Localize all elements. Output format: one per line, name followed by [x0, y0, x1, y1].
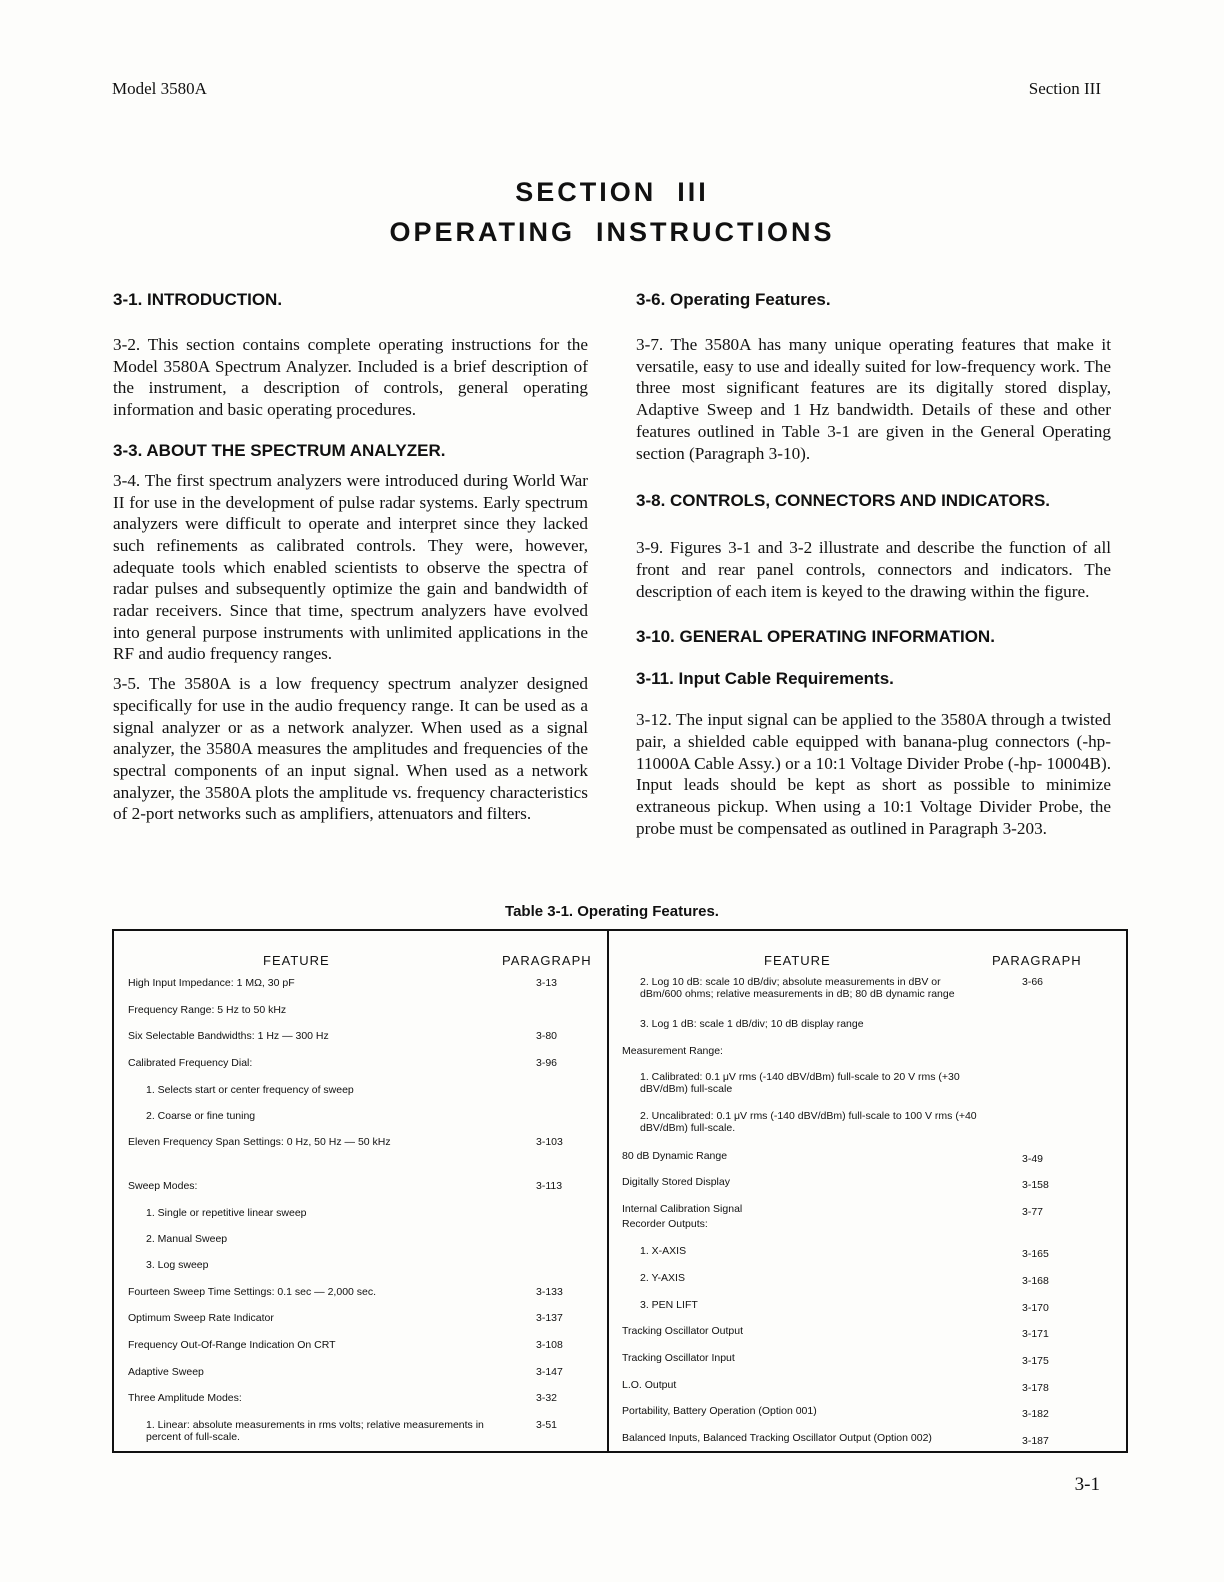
table-feature-cell: Internal Calibration Signal — [622, 1203, 743, 1215]
table-feature-cell: 2. Manual Sweep — [146, 1233, 228, 1245]
table-paragraph-cell: 3-175 — [1022, 1355, 1049, 1367]
table-feature-cell: Sweep Modes: — [128, 1180, 198, 1192]
table-paragraph-cell: 3-49 — [1022, 1153, 1044, 1165]
table-feature-cell: High Input Impedance: 1 MΩ, 30 pF — [128, 977, 295, 989]
left-column — [113, 290, 588, 825]
table-paragraph-cell: 3-182 — [1022, 1408, 1049, 1420]
table-divider — [607, 929, 609, 1453]
para-3-4: 3-4. The first spectrum analyzers were introduced during World War II for use in the development of pulse radar systems. Early spectrum analyzers were difficult to operate and interpret since they lacked such refinements as calibrated controls. They were, however, adequate tools which enabled scientists to observe the spectra of radar pulses and subsequently optimize the gain and bandwidth of radar receivers. Since that time, spectrum analyzers have evolved into general purpose instruments with unlimited applications in the RF and audio frequency ranges. — [113, 470, 588, 664]
page-number: 3-1 — [1074, 1474, 1100, 1495]
table-feature-cell: 1. Selects start or center frequency of sweep — [146, 1084, 354, 1096]
table-feature-cell: 2. Y-AXIS — [640, 1272, 685, 1284]
table-left-header-feature: FEATURE — [263, 953, 330, 968]
table-paragraph-cell: 3-80 — [536, 1030, 558, 1042]
table-feature-cell: 2. Log 10 dB: scale 10 dB/div; absolute measurements in dBV or dBm/600 ohms; relative measurements in dB; 80 dB dynamic range — [640, 976, 955, 1000]
right-column — [636, 290, 1111, 840]
table-paragraph-cell: 3-66 — [1022, 976, 1044, 988]
table-paragraph-cell: 3-13 — [536, 977, 558, 989]
table-paragraph-cell: 3-96 — [536, 1057, 558, 1069]
table-feature-cell: Digitally Stored Display — [622, 1176, 730, 1188]
table-paragraph-cell: 3-168 — [1022, 1275, 1049, 1287]
table-feature-cell: 1. X-AXIS — [640, 1245, 687, 1257]
table-feature-cell: 1. Single or repetitive linear sweep — [146, 1207, 307, 1219]
table-feature-cell: Three Amplitude Modes: — [128, 1392, 242, 1404]
table-feature-cell: Tracking Oscillator Input — [622, 1352, 735, 1364]
table-feature-cell: Fourteen Sweep Time Settings: 0.1 sec — 2,000 sec. — [128, 1286, 377, 1298]
table-paragraph-cell: 3-103 — [536, 1136, 563, 1148]
heading-3-10: 3-10. GENERAL OPERATING INFORMATION. — [636, 627, 995, 647]
table-feature-cell: Eleven Frequency Span Settings: 0 Hz, 50 Hz — 50 kHz — [128, 1136, 391, 1148]
table-paragraph-cell: 3-178 — [1022, 1382, 1049, 1394]
table-paragraph-cell: 3-147 — [536, 1366, 563, 1378]
header-section: Section III — [1028, 79, 1101, 98]
header-model: Model 3580A — [112, 79, 207, 98]
heading-3-1: 3-1. INTRODUCTION. — [113, 290, 283, 309]
table-feature-cell: Adaptive Sweep — [128, 1366, 204, 1378]
table-caption: Table 3-1. Operating Features. — [505, 903, 719, 920]
table-feature-cell: Calibrated Frequency Dial: — [128, 1057, 253, 1069]
title-line-2: OPERATING INSTRUCTIONS — [389, 217, 835, 247]
table-right-header-paragraph: PARAGRAPH — [992, 953, 1082, 968]
para-3-2: 3-2. This section contains complete operating instructions for the Model 3580A Spectrum Analyzer. Included is a brief description of the instrument, a description of controls, general operating information and basic operating procedures. — [113, 335, 588, 420]
heading-3-11: 3-11. Input Cable Requirements. — [636, 669, 894, 689]
table-paragraph-cell: 3-113 — [536, 1180, 563, 1192]
table-left-header-paragraph: PARAGRAPH — [502, 953, 592, 968]
table-paragraph-cell: 3-77 — [1022, 1206, 1044, 1218]
table-paragraph-cell: 3-108 — [536, 1339, 563, 1351]
table-feature-cell: Tracking Oscillator Output — [622, 1325, 743, 1337]
para-3-7: 3-7. The 3580A has many unique operating features that make it versatile, easy to use and ideally suited for low-frequency work. The three most significant features are its digitally stored display, Adaptive Sweep and 1 Hz bandwidth. Details of these and other features outlined in Table 3-1 are given in the General Operating section (Paragraph 3-10). — [636, 335, 1111, 463]
table-feature-cell: Measurement Range: — [622, 1045, 723, 1057]
table-feature-cell: 3. Log 1 dB: scale 1 dB/div; 10 dB display range — [640, 1018, 864, 1030]
heading-3-6: 3-6. Operating Features. — [636, 290, 831, 309]
table-paragraph-cell: 3-32 — [536, 1392, 558, 1404]
table-paragraph-cell: 3-158 — [1022, 1179, 1049, 1191]
table-feature-cell: Frequency Out-Of-Range Indication On CRT — [128, 1339, 336, 1351]
table-feature-cell: Six Selectable Bandwidths: 1 Hz — 300 Hz — [128, 1030, 329, 1042]
table-paragraph-cell: 3-51 — [536, 1419, 558, 1431]
table-feature-cell: Recorder Outputs: — [622, 1218, 708, 1230]
table-feature-cell: L.O. Output — [622, 1379, 677, 1391]
table-feature-cell: 1. Calibrated: 0.1 μV rms (-140 dBV/dBm) full-scale to 20 V rms (+30 dBV/dBm) full-scale — [640, 1071, 960, 1095]
table-feature-cell: 3. PEN LIFT — [640, 1299, 698, 1311]
table-paragraph-cell: 3-187 — [1022, 1435, 1049, 1447]
table-paragraph-cell: 3-165 — [1022, 1248, 1049, 1260]
table-feature-cell: 2. Uncalibrated: 0.1 μV rms (-140 dBV/dBm) full-scale to 100 V rms (+40 dBV/dBm) full-scale. — [640, 1110, 977, 1134]
table-feature-cell: Frequency Range: 5 Hz to 50 kHz — [128, 1004, 287, 1016]
table-feature-cell: Balanced Inputs, Balanced Tracking Oscillator Output (Option 002) — [622, 1432, 932, 1444]
table-feature-cell: 1. Linear: absolute measurements in rms volts; relative measurements in percent of full-scale. — [146, 1419, 484, 1443]
para-3-9: 3-9. Figures 3-1 and 3-2 illustrate and describe the function of all front and rear panel controls, connectors and indicators. The description of each item is keyed to the drawing within the figure. — [636, 538, 1111, 601]
table-right-header-feature: FEATURE — [764, 953, 831, 968]
table-feature-cell: 3. Log sweep — [146, 1259, 209, 1271]
table-paragraph-cell: 3-171 — [1022, 1328, 1049, 1340]
table-feature-cell: Portability, Battery Operation (Option 001) — [622, 1405, 817, 1417]
table-feature-cell: 80 dB Dynamic Range — [622, 1150, 728, 1162]
heading-3-3: 3-3. ABOUT THE SPECTRUM ANALYZER. — [113, 440, 446, 460]
table-paragraph-cell: 3-170 — [1022, 1302, 1049, 1314]
table-feature-cell: Optimum Sweep Rate Indicator — [128, 1312, 274, 1324]
table-paragraph-cell: 3-137 — [536, 1312, 563, 1324]
para-3-12: 3-12. The input signal can be applied to the 3580A through a twisted pair, a shielded cable equipped with banana-plug connectors (-hp- 11000A Cable Assy.) or a 10:1 Voltage Divider Probe (-hp- 10004B). Input leads should be kept as short as possible to minimize extraneous pickup. When using a 10:1 Voltage Divider Probe, the probe must be compensated as outlined in Paragraph 3-203. — [636, 710, 1111, 838]
table-paragraph-cell: 3-133 — [536, 1286, 563, 1298]
table-feature-cell: 2. Coarse or fine tuning — [146, 1110, 256, 1122]
heading-3-8: 3-8. CONTROLS, CONNECTORS AND INDICATORS. — [636, 491, 1051, 511]
title-line-1: SECTION III — [515, 177, 709, 207]
page-title — [0, 172, 1224, 252]
para-3-5: 3-5. The 3580A is a low frequency spectrum analyzer designed specifically for use in the audio frequency range. It can be used as a signal analyzer or as a network analyzer. When used as a signal analyzer, the 3580A measures the amplitudes and frequencies of the spectral components of an input signal. When used as a network analyzer, the 3580A plots the amplitude vs. frequency characteristics of 2-port networks such as amplifiers, attenuators and filters. — [113, 674, 588, 824]
